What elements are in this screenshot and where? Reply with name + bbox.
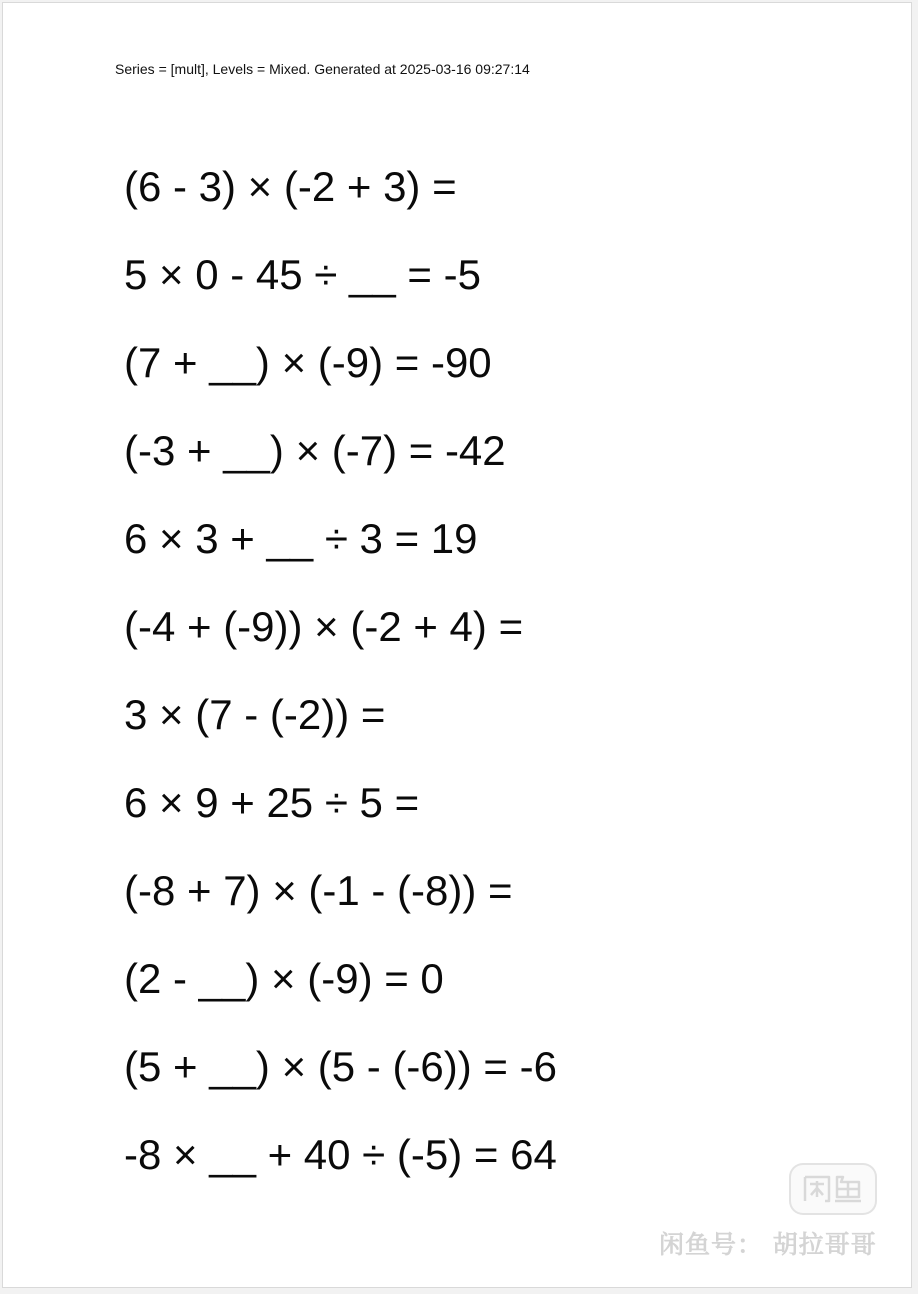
problem-item: -8 × __ + 40 ÷ (-5) = 64 <box>124 1131 557 1178</box>
problem-item: (-4 + (-9)) × (-2 + 4) = <box>124 603 524 650</box>
problem-item: (5 + __) × (5 - (-6)) = -6 <box>124 1043 557 1090</box>
problem-item: (7 + __) × (-9) = -90 <box>124 339 492 386</box>
problem-list <box>124 163 557 1219</box>
problem-item: (6 - 3) × (-2 + 3) = <box>124 163 457 210</box>
problem-item: (-3 + __) × (-7) = -42 <box>124 427 506 474</box>
xianyu-logo-icon <box>801 1173 865 1205</box>
watermark-logo <box>789 1163 877 1215</box>
problem-item: 5 × 0 - 45 ÷ __ = -5 <box>124 251 481 298</box>
problem-item: 6 × 3 + __ ÷ 3 = 19 <box>124 515 478 562</box>
problem-item: 6 × 9 + 25 ÷ 5 = <box>124 779 420 826</box>
worksheet-header: Series = [mult], Levels = Mixed. Generated at 2025-03-16 09:27:14 <box>115 61 530 77</box>
problem-item: (-8 + 7) × (-1 - (-8)) = <box>124 867 513 914</box>
worksheet-page <box>2 2 912 1288</box>
problem-item: 3 × (7 - (-2)) = <box>124 691 386 738</box>
problem-item: (2 - __) × (-9) = 0 <box>124 955 444 1002</box>
watermark-text: 闲鱼号： 胡拉哥哥 <box>659 1230 877 1259</box>
